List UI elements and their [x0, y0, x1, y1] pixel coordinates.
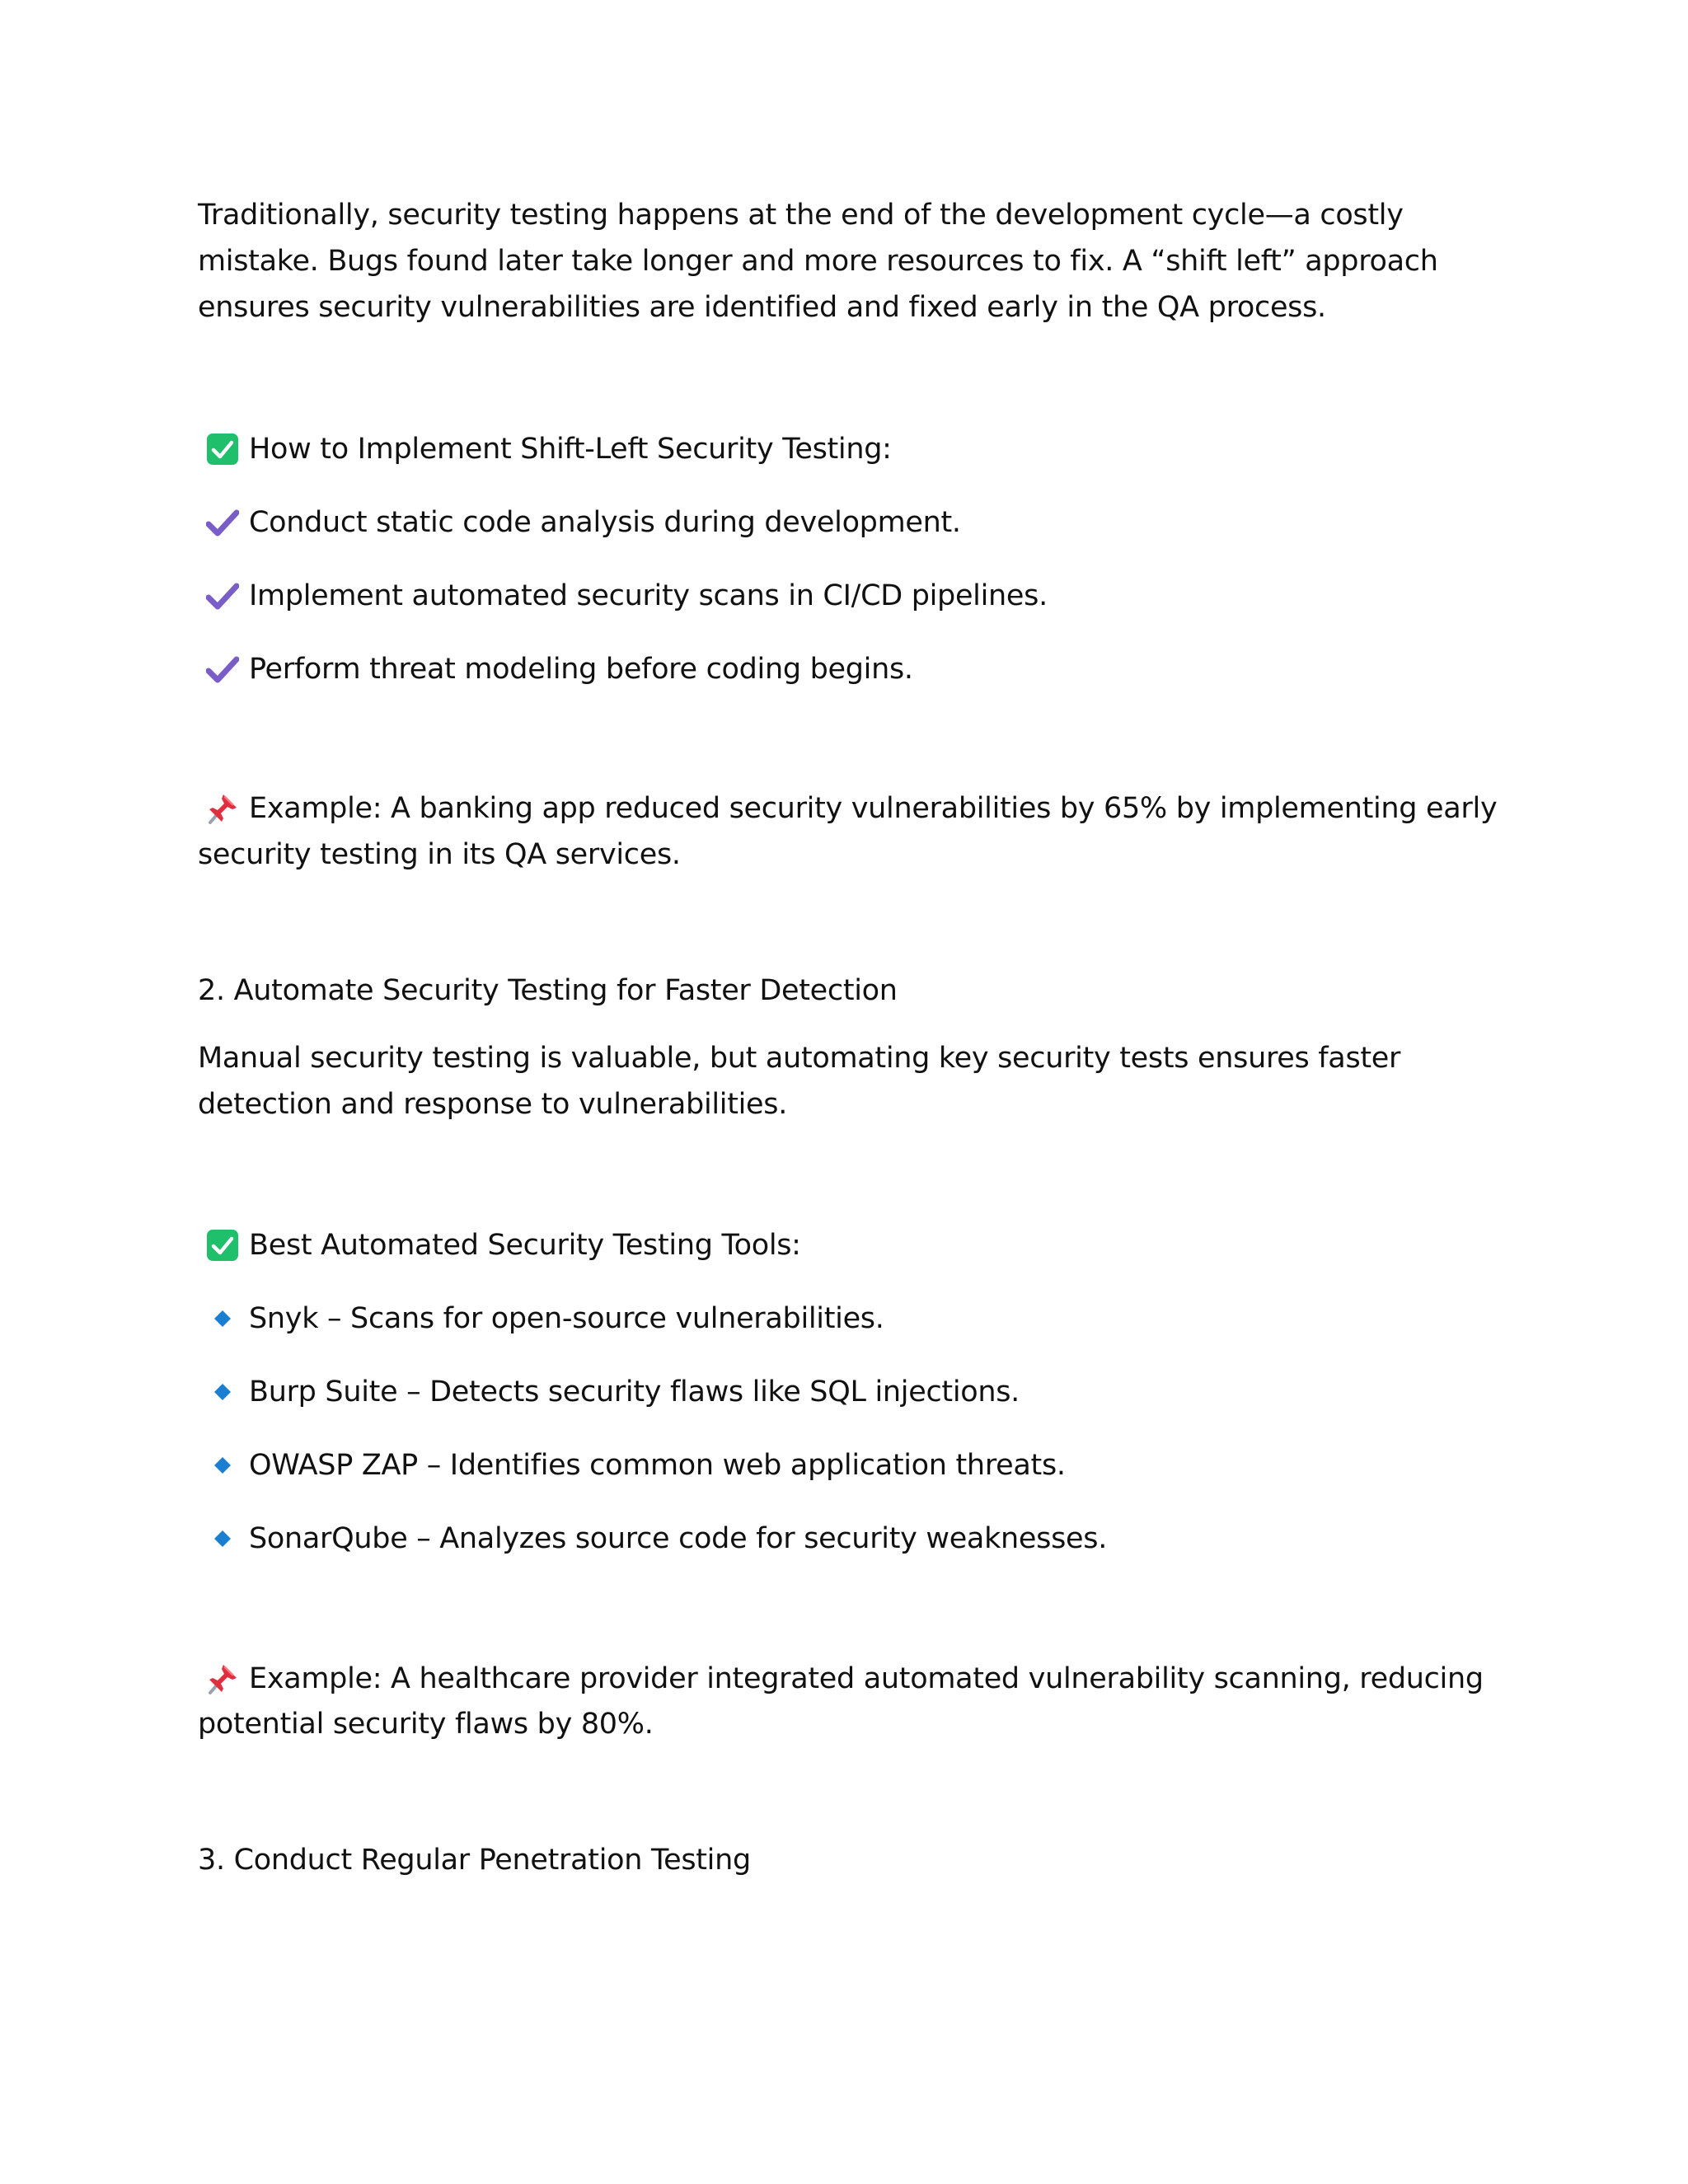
purple-check-mark-icon — [201, 499, 244, 546]
example-text: Example: A banking app reduced security vulnerabilities by 65% by implementing early — [249, 791, 1498, 825]
purple-check-mark-icon — [201, 572, 244, 619]
list-item-text: Conduct static code analysis during development. — [249, 505, 961, 539]
list-item-text: Snyk – Scans for open-source vulnerabilities. — [249, 1301, 884, 1335]
intro-paragraph-line: Traditionally, security testing happens at the end of the development cycle—a costly — [198, 199, 1404, 232]
intro-paragraph-line: mistake. Bugs found later take longer and more resources to fix. A “shift left” approach — [198, 245, 1438, 278]
list-item-text: Burp Suite – Detects security flaws like SQL injections. — [249, 1375, 1020, 1408]
pushpin-icon — [201, 1655, 244, 1702]
section-title: 3. Conduct Regular Penetration Testing — [198, 1844, 751, 1877]
shift-left-heading — [198, 425, 892, 472]
section-paragraph-line: Manual security testing is valuable, but automating key security tests ensures faster — [198, 1042, 1401, 1075]
blue-diamond-icon — [201, 1441, 244, 1488]
example-text: Example: A healthcare provider integrated automated vulnerability scanning, reducing — [249, 1661, 1484, 1695]
tools-heading — [198, 1221, 801, 1268]
purple-check-mark-icon — [201, 645, 244, 692]
list-item — [198, 499, 961, 546]
section-title: 2. Automate Security Testing for Faster Detection — [198, 974, 898, 1007]
list-item-text: SonarQube – Analyzes source code for security weaknesses. — [249, 1521, 1108, 1555]
list-item-text: Implement automated security scans in CI/CD pipelines. — [249, 579, 1048, 612]
blue-diamond-icon — [201, 1368, 244, 1415]
list-item-text: Perform threat modeling before coding begins. — [249, 652, 913, 686]
example-text-continued: potential security flaws by 80%. — [198, 1708, 654, 1741]
list-item — [198, 572, 1048, 619]
list-item — [198, 1295, 884, 1342]
example-text-continued: security testing in its QA services. — [198, 838, 681, 871]
tools-heading-text: Best Automated Security Testing Tools: — [249, 1228, 801, 1262]
list-item — [198, 1368, 1020, 1415]
list-item — [198, 1515, 1107, 1562]
green-check-box-icon — [201, 1221, 244, 1268]
example-callout — [198, 785, 1497, 832]
pushpin-icon — [201, 785, 244, 832]
example-callout — [198, 1655, 1484, 1702]
section-paragraph-line: detection and response to vulnerabilities. — [198, 1088, 788, 1121]
list-item — [198, 1441, 1066, 1488]
intro-paragraph-line: ensures security vulnerabilities are identified and fixed early in the QA process. — [198, 291, 1326, 324]
green-check-box-icon — [201, 425, 244, 472]
list-item — [198, 645, 913, 692]
blue-diamond-icon — [201, 1295, 244, 1342]
shift-left-heading-text: How to Implement Shift-Left Security Testing: — [249, 432, 892, 466]
list-item-text: OWASP ZAP – Identifies common web application threats. — [249, 1448, 1066, 1482]
blue-diamond-icon — [201, 1515, 244, 1562]
